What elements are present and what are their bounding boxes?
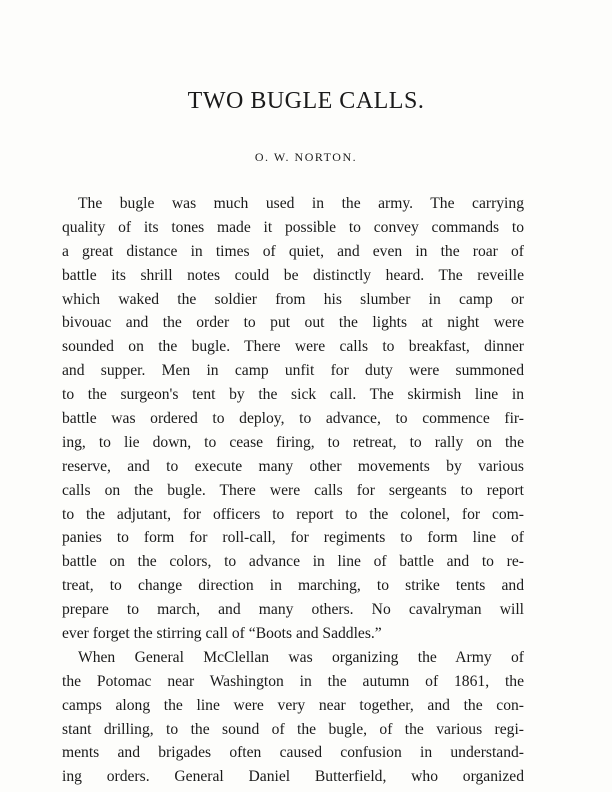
text-line: sounded on the bugle. There were calls to breakfast, dinner xyxy=(62,338,524,356)
text-line: When General McClellan was organizing the Army of xyxy=(78,648,524,666)
text-line: treat, to change direction in marching, to strike tents and xyxy=(62,577,524,595)
body-text xyxy=(62,192,524,789)
text-line: camps along the line were very near together, and the con- xyxy=(62,696,524,714)
text-line: battle on the colors, to advance in line of battle and to re- xyxy=(62,553,524,571)
author-byline: O. W. NORTON. xyxy=(254,150,358,164)
text-line: reserve, and to execute many other movements by various xyxy=(62,457,524,475)
text-line: prepare to march, and many others. No cavalryman will xyxy=(62,601,524,619)
text-line: calls on the bugle. There were calls for sergeants to report xyxy=(62,481,524,499)
text-line: ever forget the stirring call of “Boots and Saddles.” xyxy=(62,625,382,643)
text-line: ments and brigades often caused confusion in understand- xyxy=(62,744,524,762)
text-line: to the surgeon's tent by the sick call. The skirmish line in xyxy=(62,386,524,404)
text-line: ing orders. General Daniel Butterfield, who organized xyxy=(62,768,524,786)
text-line: and supper. Men in camp unfit for duty were summoned xyxy=(62,362,524,380)
text-line: to the adjutant, for officers to report to the colonel, for com- xyxy=(62,505,524,523)
text-line: battle was ordered to deploy, to advance, to commence fir- xyxy=(62,410,524,428)
page-title: TWO BUGLE CALLS. xyxy=(187,88,425,114)
text-line: ing, to lie down, to cease firing, to retreat, to rally on the xyxy=(62,433,524,451)
text-line: quality of its tones made it possible to convey commands to xyxy=(62,218,524,236)
text-line: bivouac and the order to put out the lights at night were xyxy=(62,314,524,332)
text-line: which waked the soldier from his slumber in camp or xyxy=(62,290,524,308)
text-line: The bugle was much used in the army. The carrying xyxy=(78,195,524,212)
text-line: a great distance in times of quiet, and even in the roar of xyxy=(62,242,524,260)
text-line: panies to form for roll-call, for regiments to form line of xyxy=(62,529,524,547)
text-line: the Potomac near Washington in the autumn of 1861, the xyxy=(62,672,524,690)
text-line: battle its shrill notes could be distinctly heard. The reveille xyxy=(62,266,524,284)
text-line: stant drilling, to the sound of the bugle, of the various regi- xyxy=(62,720,524,738)
